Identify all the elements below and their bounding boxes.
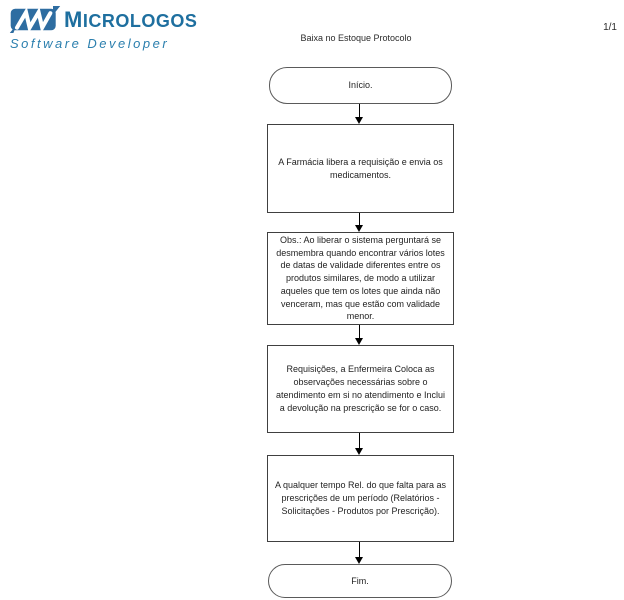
arrow-head-icon <box>355 557 363 564</box>
flow-node-nurse-observations-label: Requisições, a Enfermeira Coloca as observações necessárias sobre o atendimento em si no atendimento e Inclui a devolução na prescrição se for o caso. <box>275 364 446 413</box>
micrologos-logo-icon <box>8 4 62 35</box>
flow-node-end-label: Fim. <box>351 575 369 586</box>
page-title: Baixa no Estoque Protocolo <box>300 33 412 43</box>
flow-node-pharmacy-release-label: A Farmácia libera a requisição e envia os medicamentos. <box>278 156 443 180</box>
arrow-head-icon <box>355 338 363 345</box>
logo-name: MICROLOGOS <box>64 7 198 32</box>
flow-node-start[interactable] <box>269 67 452 104</box>
flow-arrow <box>355 542 364 564</box>
flow-node-nurse-observations[interactable] <box>267 345 454 433</box>
flow-arrow <box>355 104 364 124</box>
flow-arrow <box>355 213 364 232</box>
arrow-head-icon <box>355 117 363 124</box>
arrow-line <box>359 104 360 118</box>
flow-node-reports[interactable] <box>267 455 454 542</box>
flow-node-reports-label: A qualquer tempo Rel. do que falta para as prescrições de um período (Relatórios - Solicitações - Produtos por Prescrição). <box>274 480 447 516</box>
flow-node-start-label: Início. <box>348 80 373 91</box>
flow-node-end[interactable] <box>268 564 452 598</box>
arrow-line <box>359 325 360 339</box>
flow-node-obs-lotes-label: Obs.: Ao liberar o sistema perguntará se desmembra quando encontrar vários lotes de datas de validade diferentes entre os produtos similares, de modo a utilizar aqueles que tem os lotes que ainda não venceram, mas que estão com validade menor. <box>276 234 445 322</box>
arrow-head-icon <box>355 448 363 455</box>
logo-tagline: Software Developer <box>10 36 170 51</box>
arrow-line <box>359 433 360 449</box>
flow-arrow <box>355 325 364 345</box>
arrow-head-icon <box>355 225 363 232</box>
flow-node-pharmacy-release[interactable] <box>267 124 454 213</box>
page-number: 1/1 <box>603 22 617 33</box>
flow-node-obs-lotes[interactable] <box>267 232 454 325</box>
flow-arrow <box>355 433 364 455</box>
arrow-line <box>359 542 360 558</box>
